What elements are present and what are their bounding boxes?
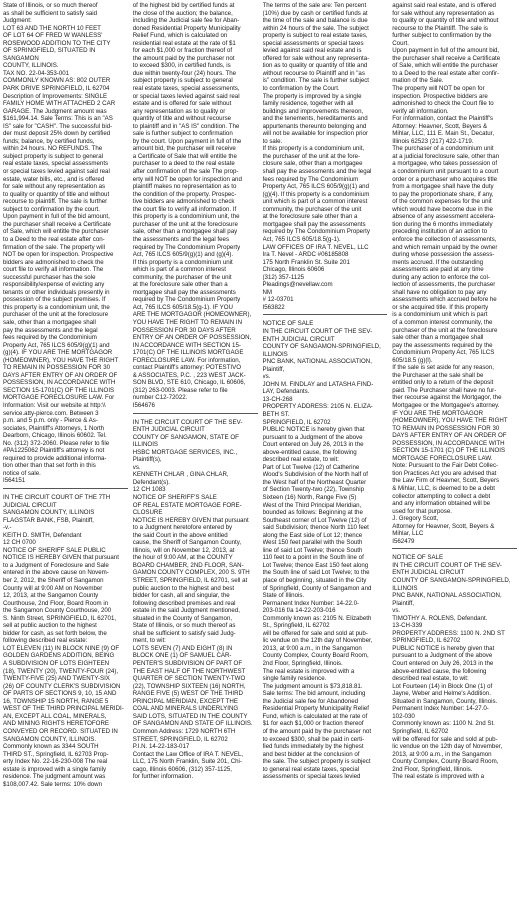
notice-text-block: of the highest bid by certified funds at the close of the auction; the balance, including the Judicial sale fee for Aban- doned Residential Property Municipality Relief Fund, which is calculated on residential real estate at the rate of $1 for each $1,000 or fraction thereof of the amount paid by the purchaser not to exceed $300, in certified funds, is due within twenty-four (24) hours. The subject property is subject to general real estate taxes, special assessments, or special taxes levied against said real estate and is offered for sale without any representation as to quality or quantity of title and without recourse to plaintiff and in "AS IS" condition. The sale is further subject to confirmation by the court. Upon payment in full of the amount bid, the purchaser will receive a Certificate of Sale that will entitle the purchaser to a deed to the real estate after confirmation of the sale The prop- erty will NOT be open for inspection and plaintiff makes no representation as to the condition of the property. Prospec- tive bidders are admonished to check the court file to verify all information. If this property is a condominium unit, the purchaser of the unit at the foreclosure sale, other than a mortgagee shall pay the assessments and the legal fees required by The Condominium Property Act, 765 ILCS 605/9(g)(1) and (g)(4). If this property is a condominium unit which is part of a common interest community, the purchaser of the unit at the foreclosure sale other than a mortgagee shall pay the assessments required by The Condominium Property Act, 765 ILCS 605/18.5(g-1). IF YOU ARE THE MORTGAGOR (HOMEOWNER), YOU HAVE THE RIGHT TO REMAIN IN POSSESSION FOR 30 DAYS AFTER ENTRY OF AN ORDER OF POSSESSION, IN ACCORDANCE WITH SECTION 15- 1701(C) OF THE ILLINOIS MORTGAGE FORECLOSURE LAW. For information, contact Plaintiff's attorney: POTESTIVO & ASSOCIATES, P.C. , 223 WEST JACK- SON BLVD, STE 610, Chicago, IL 60606, (312) 263-0003. Please refer to file number C12-72022. I564676 xyxy=(132,2,252,409)
notice-text-block: IN THE CIRCUIT COURT OF THE 7TH JUDICIAL CIRCUIT SANGAMON COUNTY, ILLINOIS FLAGSTAR BANK, FSB, Plaintiff, -v.- KEITH D. SMITH, Defendant 12 CH 0700 NOTICE OF SHERIFF SALE PUBLIC NOTICE IS HEREBY GIVEN that pursuant to a Judgment of Foreclosure and Sale entered in the above cause on Novem- ber 2, 2012, the Sheriff of Sangamon County will at 9:00 AM on November 12, 2013, at the Sangamon County Courthouse, 2nd Floor, Board Room in the Sangamon County Courthouse, 200 S. Ninth Street, SPRINGFIELD, IL 62701, sell at public auction to the highest bidder for cash, as set forth below, the following described real estate: LOT ELEVEN (11) IN BLOCK NINE (9) OF GOLDEN GARDENS ADDITION, BEING A SUBDIVISION OF LOTS EIGHTEEN (18), TWENTY (20), TWENTY-FOUR (24), TWENTY-FIVE (25) AND TWENTY-SIX (26) OF COUNTY CLERK'S SUBDIVISION OF PARTS OF SECTIONS 9, 10, 15 AND 16, TOWNSHIP 15 NORTH, RANGE 5 WEST OF THE THIRD PRINCIPAL MERIDI- AN, EXCEPT ALL COAL, MINERALS, AND MINING RIGHTS HERETOFORE CONVEYED OR RECORD. SITUATED IN SANGAMON COUNTY, ILLINOIS. Commonly known as 3344 SOUTH THIRD ST., Springfield, IL 62703 Prop- erty Index No. 22-16-230-008 The real estate is improved with a single family residence. The judgment amount was $108,007.42. Sale terms: 10% down xyxy=(3,494,124,788)
notice-text-block: The terms of the sale are: Ten percent (10%) due by cash or certified funds at the time of the sale and balance is due within 24 hours of the sale. The subject property is subject to real estate taxes, special assessments or special taxes levied against said real estate and is offered for sale without any representa- tion as to quality or quantity of title and without recourse to Plaintiff and in "as is" condition. The sale is further subject to confirmation by the Court. The property is improved by a single family residence, together with all buildings and improvements thereon, and the tenements, hereditaments and appurtenants thereunto belonging and will not be available for inspection prior to sale. If this property is a condominium unit, the purchaser of the unit at the fore- closure sale, other than a mortgagee shall pay the assessments and the legal fees required by The Condominium Property Act, 765 ILCS 605/9(g)(1) and (g)(4). If this property is a condominium unit which is part of a common interest community, the purchaser of the unit at the foreclosure sale other than a mortgagee shall pay the assessments required by The Condominium Property Act, 765 ILCS 605/18.5(g-1). LAW OFFICES OF IRA T. NEVEL, LLC Ira T. Nevel - ARDC #06185808 175 North Franklin St. Suite 201 Chicago, Illinois 60606 (312) 357-1125 Pleadings@nevellaw.com NM # 12-03701 I563822 xyxy=(262,2,372,311)
notice-text-block: NOTICE OF SALE IN THE CIRCUIT COURT OF THE SEV- ENTH JUDICIAL CIRCUIT COUNTY OF SANGAMON-SPRINGFIELD, ILLINOIS PNC BANK, NATIONAL ASSOCIATION, Plaintiff, vs. JOHN M. FINDLAY and LATASHA FIND- LAY, Defendants. 13-CH-268 PROPERTY ADDRESS: 2105 N. ELIZA- BETH ST. SPRINGFIELD, IL 62702 PUBLIC NOTICE is hereby given that pursuant to a Judgment of the above Court entered on July 26, 2013 in the above-entitled cause, the following described real estate, to wit: Part of Lot Twelve (12) of Catherine Wood's Subdivision of the North half of the West half of the Northeast Quarter of Section Twenty-two (22), Township Sixteen (16) North, Range Five (5) West of the Third Principal Meridian, bounded as follows: Beginning at the Southeast corner of Lot Twelve (12) of said Subdivision; thence North 110 feet along the East side of Lot 12; thence West 150 feet parallel with the South line of said Lot Twelve; thence South 110 feet to a point in the South line of Lot Twelve; thence East 150 feet along the South line of said Lot Twelve; to the place of beginning, situated in the City of Springfield, County of Sangamon and State of Illinois. Permanent Index Number: 14-22.0- 203-016 f/a 14-22-203-016 Commonly known as: 2105 N. Elizabeth St., Springfield, IL 62702 will be offered for sale and sold at pub- lic vendue on the 12th day of November, 2013, at 9:00 a.m., in the Sangamon County Complex, County Board Room, 2nd Floor, Springfield, Illinois. The real estate is improved with a single family residence. The judgment amount is $73,818.81. Sale terms: The bid amount, including the Judicial sale fee for Abandoned Residential Property Municipality Relief Fund, which is calculated at the rate of $1 for each $1,000 or fraction thereof of the amount paid by the purchaser not to exceed $300, shall be paid in certi- fied funds immediately by the highest and best bidder at the conclusion of the sale. The subject property is subject to general real estate taxes, special assessments or special taxes levied xyxy=(262,320,381,781)
column-1 xyxy=(3,2,128,900)
notice-text-block: NOTICE OF SALE IN THE CIRCUIT COURT OF THE SEV- ENTH JUDICIAL CIRCUIT COUNTY OF SANGAMON-SPRINGFIELD, ILLINOIS PNC BANK, NATIONAL ASSOCIATION, Plaintiff, vs. TIMOTHY A. ROLENS, Defendant. 13-CH-339 PROPERTY ADDRESS: 1100 N. 2ND ST SPRINGFIELD, IL 62702 PUBLIC NOTICE is hereby given that pursuant to a Judgment of the above Court entered on July 26, 2013 in the above-entitled cause, the following described real estate, to wit: Lot Fourteen (14) in Block One (1) of Jayne, Weber and Helme's Addition. Situated in Sangamon, County, Illinois. Permanent Index Number: 14-27.0- 102-030 Commonly known as: 1100 N. 2nd St. Springfield, IL 62702 will be offered for sale and sold at pub- lic vendue on the 12th day of November, 2013, at 9:00 a.m., in the Sangamon County Complex, County Board Room, 2nd Floor, Springfield, Illinois. The real estate is improved with a xyxy=(392,554,511,781)
notice-text-block: State of Illinois, or so much thereof as shall be sufficient to satisfy said Judgment: LOT 63 AND THE NORTH 10 FEET OF LOT 64 OF FRED W WANLESS' ROSEWOOD ADDITION TO THE CITY OF SPRINGFIELD, SITUATED IN SANGAMON COUNTY, ILLINOIS. TAX NO. 22-04-353-001 COMMONLY KNOWN AS: 802 OUTER PARK DRIVE SPRINGFIELD, IL 62704 Description of Improvements: SINGLE FAMILY HOME WITH ATTACHED 2 CAR GARAGE. The Judgment amount was $161,994.14. Sale Terms: This is an "AS IS" sale for "CASH". The successful bid- der must deposit 25% down by certified funds; balance, by certified funds, within 24 hours. NO REFUNDS. The subject property is subject to general real estate taxes, special assessments or special taxes levied against said real estate, water bills, etc., and is offered for sale without any representation as to quality or quantity of title and without recourse to plaintiff. The sale is further subject to confirmation by the court. Upon payment in full of the bid amount, the purchaser shall receive a Certificate of Sale, which will entitle the purchaser to a Deed to the real estate after con- firmation of the sale. The property will NOT be open for inspection. Prospective bidders are admonished to check the court file to verify all information. The successful purchaser has the sole responsibility/expense of evicting any tenants or other individuals presently in possession of the subject premises. If this property is a condominium unit, the purchaser of the unit at the foreclosure sale, other than a mortgagee shall pay the assessments and the legal fees required by the Condominium Property Act, 765 ILCS 605/9(g)(1) and (g)(4). IF YOU ARE THE MORTGAGOR (HOMEOWNER), YOU HAVE THE RIGHT TO REMAIN IN POSSESSION FOR 30 DAYS AFTER ENTRY OF AN ORDER OF POSSESSION, IN ACCORDANCE WITH SECTION 15-1701(C) OF THE ILLINOIS MORTGAGE FORECLOSURE LAW. For Information: Visit our website at http:\\ service.atty-pierce.com. Between 3 p.m. and 5 p.m. only - Pierce & As- sociates, Plaintiff's Attorneys, 1 North Dearborn, Chicago, Illinois 60602. Tel. No. (312) 372-2060. Please refer to file #PA1225062 Plaintiff's attorney is not required to provide additional informa- tion other than that set forth in this notice of sale. I564151 xyxy=(3,2,119,485)
notice-divider xyxy=(133,413,258,414)
notice-divider xyxy=(392,548,517,549)
notice-divider xyxy=(3,488,128,489)
column-4 xyxy=(392,2,517,900)
notice-divider xyxy=(263,314,388,315)
notice-text-block: against said real estate, and is offered for sale without any representation as to quality or quantity of title and without recourse to the Plaintiff. The sale is further subject to confirmation by the Court. Upon payment in full of the amount bid, the purchaser shall receive a Certificate of Sale, which will entitle the purchaser to a Deed to the real estate after confir- mation of the Sale. The property will NOT be open for inspection. Prospective bidders are admonished to check the Court file to verify all information. For information, contact the Plaintiff's Attorney: Heavner, Scott, Beyers & Mihlar, LLC, 111 E. Main St., Decatur, Illinois 62523 (217) 422-1719. The purchaser of a condominium unit at a judicial foreclosure sale, other than a mortgagee, who takes possession of a condominium unit pursuant to a court order or a purchaser who acquires title from a mortgagee shall have the duty to pay the proportionate share, if any, of the common expenses for the unit which would have become due in the absence of any assessment accelera- tion during the 6 months immediately preceding institution of an action to enforce the collection of assessments, and which remain unpaid by the owner during whose possession the assess- ments accrued. If the outstanding assessments are paid at any time during any action to enforce the col- lection of assessments, the purchaser shall have no obligation to pay any assessments which accrued before he or she acquired title. If this property is a condominium unit which is part of a common interest community, the purchaser of the unit at the foreclosure sale other than a mortgagee shall pay the assessments required by the Condominium Property Act, 765 ILCS 605/18.5 (g)(l). If the sale is set aside for any reason, the Purchaser at the sale shall be entitled only to a return of the deposit paid. The Purchaser shall have no fur- ther recourse against the Mortgagor, the Mortgagee or the Mortgagee's attorney. IF YOU ARE THE MORTGAGOR (HOMEOWNER), YOU HAVE THE RIGHT TO REMAIN IN POSSESSION FOR 30 DAYS AFTER ENTRY OF AN ORDER OF POSSESSION, IN ACCORDANCE WITH SECTION 15-1701 (C) OF THE ILLINOIS MORTGAGE FORECLOSURE LAW. Note: Pursuant to the Fair Debt Collec- tion Practices Act you are advised that the Law Firm of Heavner, Scott, Beyers & Mihlar, LLC, is deemed to be a debt collector attempting to collect a debt and any information obtained will be used for that purpose. J. Gregory Scott, Attorney for Heavner, Scott, Beyers & Mihlar, LLC I562479 xyxy=(392,2,508,545)
column-3 xyxy=(263,2,388,900)
column-2 xyxy=(133,2,258,900)
notice-text-block: IN THE CIRCUIT COURT OF THE SEV- ENTH JUDICIAL CIRCUIT COUNTY OF SANGAMON, STATE OF ILLINOIS HSBC MORTGAGE SERVICES, INC., Plaintiff(s), vs. KENNETH CHLAR , GINA CHLAR, Defendant(s). 12 CH 1083 NOTICE OF SHERIFF'S SALE OF REAL ESTATE MORTGAGE FORE- CLOSURE NOTICE IS HEREBY GIVEN that pursuant to a Judgment heretofore entered by the said Court in the above entitled cause, the Sheriff of Sangamon County, Illinois, will on November 12, 2013, at the hour of 9:00 AM, at the COUNTY BOARD CHAMBER, 2ND FLOOR, SAN- GAMON COUNTY COMPLEX, 200 S. 9TH STREET, SPRINGFIELD, IL 62701, sell at public auction to the highest and best bidder for cash, all and singular, the following described premises and real estate in the said Judgment mentioned, situated in the County of Sangamon, State of Illinois, or so much thereof as shall be sufficient to satisfy said Judg- ment, to wit: LOTS SEVEN (7) AND EIGHT (8) IN BLOCK ONE (1) OF SAMUEL CAR- PENTER'S SUBDIVISION OF PART OF THE EAST HALF OF THE NORTHWEST QUARTER OF SECTION TWENTY-TWO (22), TOWNSHIP SIXTEEN (16) NORTH, RANGE FIVE (5) WEST OF THE THIRD PRINCIPAL MERIDIAN, EXCEPT THE COAL AND MINERALS UNDERLYING SAID LOTS, SITUATED IN THE COUNTY OF SANGAMON AND STATE OF ILLINOIS. Common Address: 1729 NORTH 6TH STREET, SPRINGFIELD, IL 62702 P.I.N. 14-22-183-017 Contact the Law Office of IRA T. NEVEL, LLC, 175 North Franklin, Suite 201, Chi- cago, Illinois 60606, (312) 357-1125, for further information. xyxy=(132,418,253,781)
